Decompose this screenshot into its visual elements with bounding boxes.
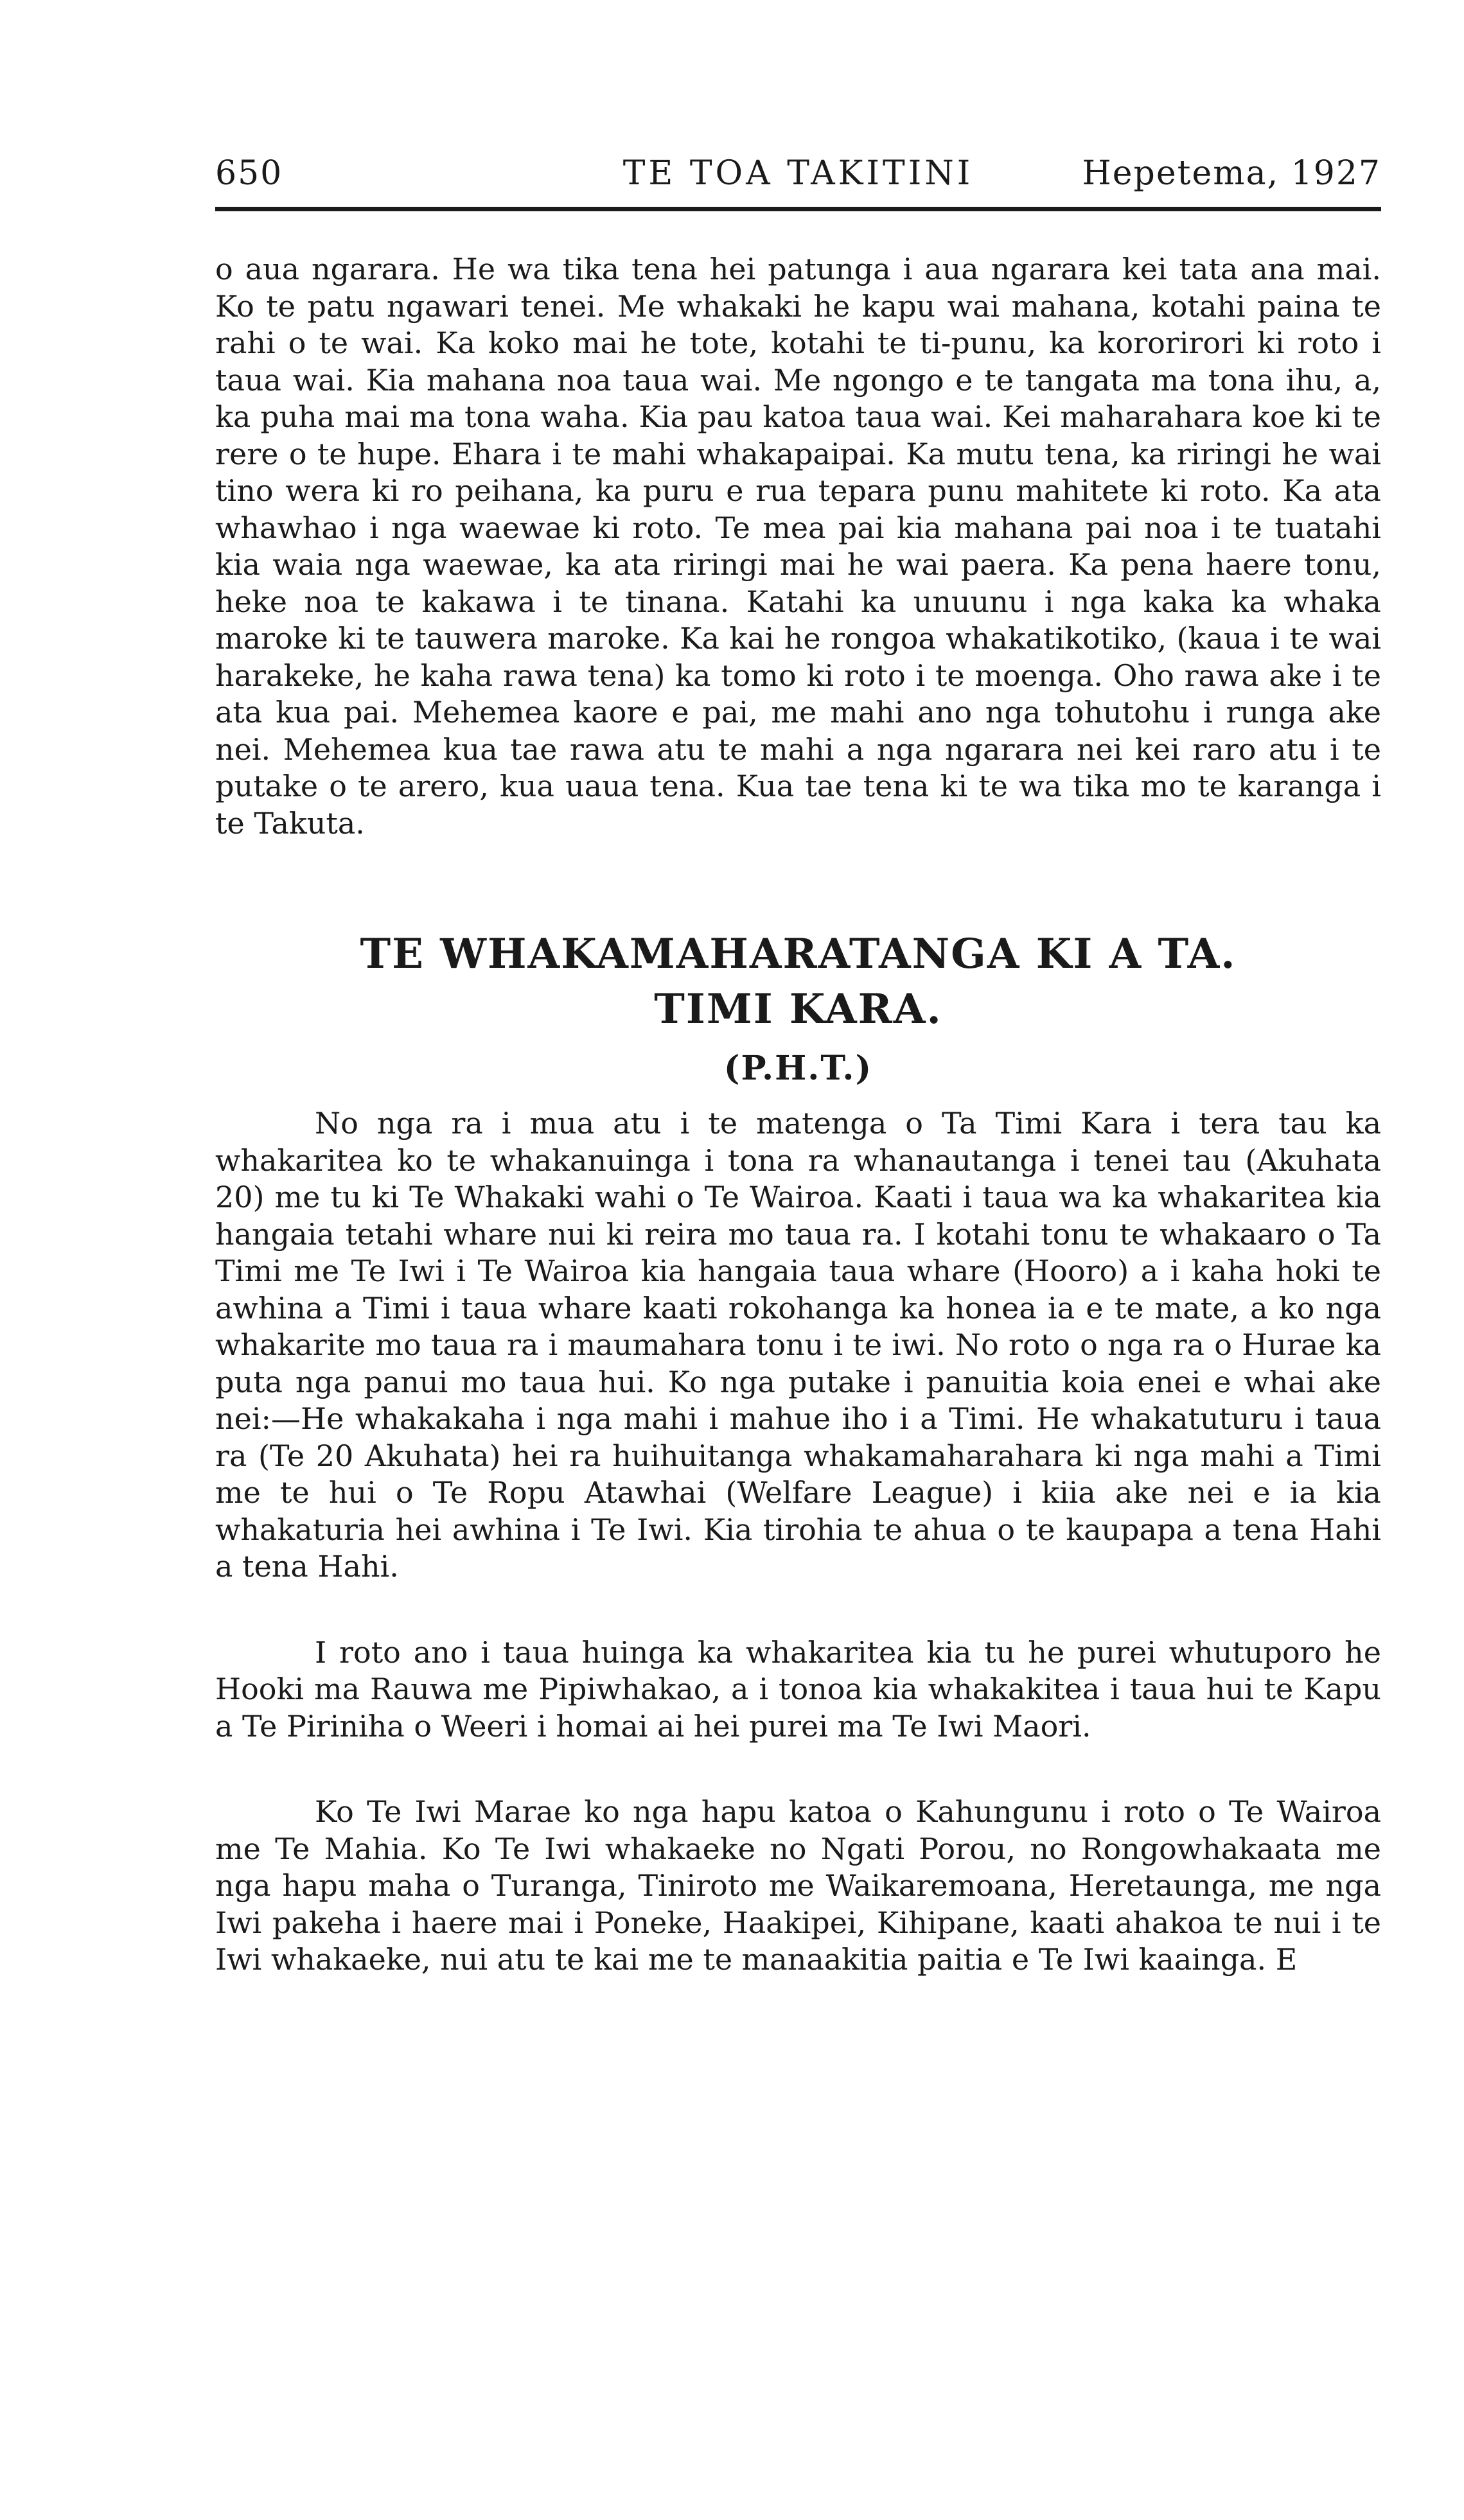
article-title-line-1: TE WHAKAMAHARATANGA KI A TA.	[360, 930, 1237, 978]
article-title	[215, 927, 1381, 1037]
article-paragraph-1: No nga ra i mua atu i te matenga o Ta Timi Kara i tera tau ka whakaritea ko te whakanuinga i tona ra whanautanga i tenei tau (Akuhata 20) me tu ki Te Whakaki wahi o Te Wairoa. Kaati i taua wa ka whakaritea kia hangaia tetahi whare nui ki reira mo taua ra. I kotahi tonu te whakaaro o Ta Timi me Te Iwi i Te Wairoa kia hangaia taua whare (Hooro) a i kaha hoki te awhina a Timi i taua whare kaati rokohanga ka honea ia e te mate, a ko nga whakarite mo taua ra i maumahara tonu i te iwi. No roto o nga ra o Hurae ka puta nga panui mo taua hui. Ko nga putake i panuitia koia enei e whai ake nei:—He whakakaha i nga mahi i mahue iho i a Timi. He whakatuturu i taua ra (Te 20 Akuhata) hei ra huihuitanga whakamaharahara ki nga mahi a Timi me te hui o Te Ropu Atawhai (Welfare League) i kiia ake nei e ia kia whakaturia hei awhina i Te Iwi. Kia tirohia te ahua o te kaupapa a tena Hahi a tena Hahi.	[215, 1106, 1381, 1584]
body-text	[215, 251, 1381, 1979]
article-paragraph-3: Ko Te Iwi Marae ko nga hapu katoa o Kahungunu i roto o Te Wairoa me Te Mahia. Ko Te Iwi whakaeke no Ngati Porou, no Rongowhakaata me nga hapu maha o Turanga, Tiniroto me Waikaremoana, Heretaunga, me nga Iwi pakeha i haere mai i Poneke, Haakipei, Kihipane, kaati ahakoa te nui i te Iwi whakaeke, nui atu te kai me te manaakitia paitia e Te Iwi kaainga. E	[215, 1794, 1381, 1977]
article-title-line-2: TIMI KARA.	[654, 985, 942, 1033]
header-rule	[215, 207, 1381, 211]
article-byline: (P.H.T.)	[723, 1049, 873, 1088]
journal-title: TE TOA TAKITINI	[622, 154, 974, 193]
intro-paragraph: o aua ngarara. He wa tika tena hei patunga i aua ngarara kei tata ana mai. Ko te patu ngawari tenei. Me whakaki he kapu wai mahana, kotahi paina te rahi o te wai. Ka koko mai he tote, kotahi te ti-punu, ka kororirori ki roto i taua wai. Kia mahana noa taua wai. Me ngongo e te tangata ma tona ihu, a, ka puha mai ma tona waha. Kia pau katoa taua wai. Kei maharahara koe ki te rere o te hupe. Ehara i te mahi whakapaipai. Ka mutu tena, ka riringi he wai tino wera ki ro peihana, ka puru e rua tepara punu mahitete ki roto. Ka ata whawhao i nga waewae ki roto. Te mea pai kia mahana pai noa i te tuatahi kia waia nga waewae, ka ata riringi mai he wai paera. Ka pena haere tonu, heke noa te kakawa i te tinana. Katahi ka unuunu i nga kaka ka whaka maroke ki te tauwera maroke. Ka kai he rongoa whakatikotiko, (kaua i te wai harakeke, he kaha rawa tena) ka tomo ki roto i te moenga. Oho rawa ake i te ata kua pai. Mehemea kaore e pai, me mahi ano nga tohutohu i runga ake nei. Mehemea kua tae rawa atu te mahi a nga ngarara nei kei raro atu i te putake o te arero, kua uaua tena. Kua tae tena ki te wa tika mo te karanga i te Takuta.	[215, 252, 1381, 841]
running-header	[215, 154, 1381, 206]
page-number: 650	[215, 154, 283, 193]
issue-date: Hepetema, 1927	[1082, 154, 1381, 193]
page	[215, 154, 1381, 1979]
article-paragraph-2: I roto ano i taua huinga ka whakaritea kia tu he purei whutuporo he Hooki ma Rauwa me Pipiwhakao, a i tonoa kia whakakitea i taua hui te Kapu a Te Piriniha o Weeri i homai ai hei purei ma Te Iwi Maori.	[215, 1634, 1381, 1744]
